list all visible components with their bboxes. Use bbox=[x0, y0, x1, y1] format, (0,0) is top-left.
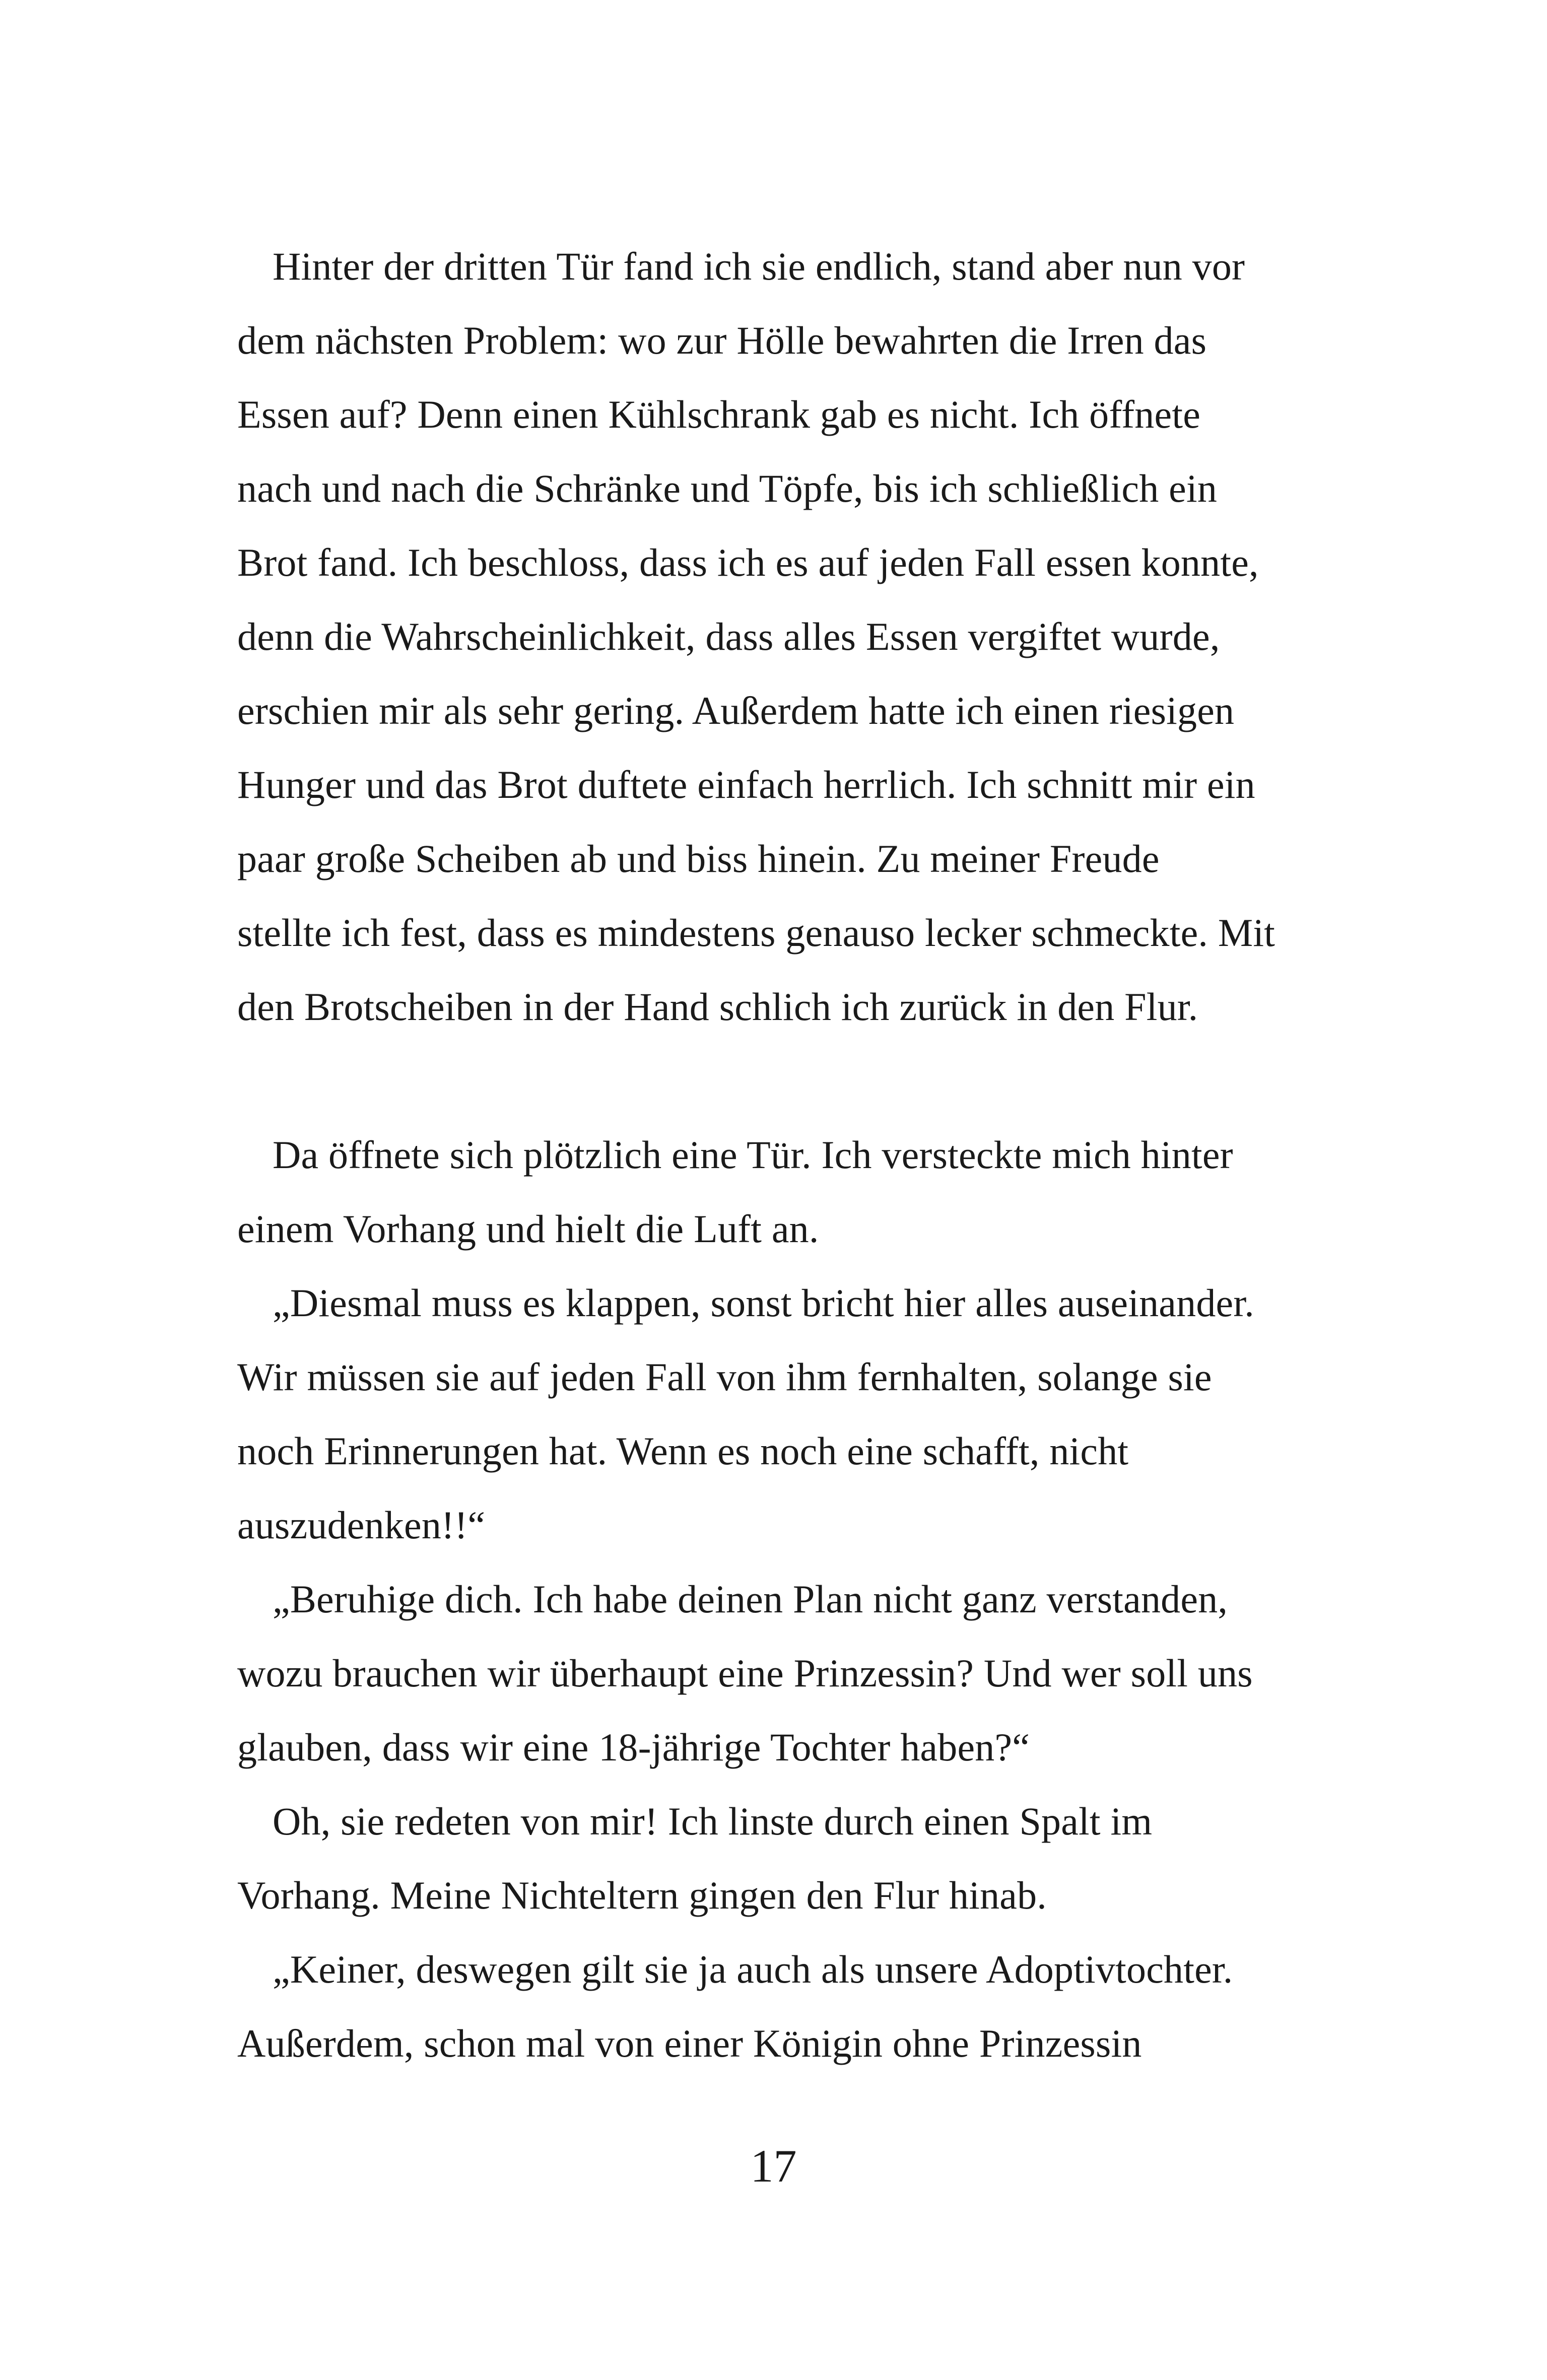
text-line: stellte ich fest, dass es mindestens genauso lecker schmeckte. Mit bbox=[237, 911, 1275, 955]
text-line: auszudenken!!“ bbox=[237, 1503, 486, 1547]
text-line: Brot fand. Ich beschloss, dass ich es auf jeden Fall essen konnte, bbox=[237, 540, 1259, 584]
text-line: Wir müssen sie auf jeden Fall von ihm fernhalten, solange sie bbox=[237, 1355, 1212, 1399]
text-line: denn die Wahrscheinlichkeit, dass alles Essen vergiftet wurde, bbox=[237, 615, 1220, 658]
text-line: Außerdem, schon mal von einer Königin ohne Prinzessin bbox=[237, 2021, 1142, 2065]
text-line: dem nächsten Problem: wo zur Hölle bewahrten die Irren das bbox=[237, 318, 1207, 362]
text-line: nach und nach die Schränke und Töpfe, bis ich schließlich ein bbox=[237, 466, 1218, 510]
text-line: noch Erinnerungen hat. Wenn es noch eine schafft, nicht bbox=[237, 1429, 1129, 1473]
text-line: den Brotscheiben in der Hand schlich ich zurück in den Flur. bbox=[237, 985, 1198, 1029]
text-line: Essen auf? Denn einen Kühlschrank gab es nicht. Ich öffnete bbox=[237, 392, 1201, 436]
text-line: Hinter der dritten Tür fand ich sie endlich, stand aber nun vor bbox=[273, 244, 1245, 288]
text-line: einem Vorhang und hielt die Luft an. bbox=[237, 1207, 819, 1251]
text-line: wozu brauchen wir überhaupt eine Prinzessin? Und wer soll uns bbox=[237, 1651, 1253, 1695]
section-break bbox=[237, 1044, 1340, 1118]
text-line: glauben, dass wir eine 18-jährige Tochter haben?“ bbox=[237, 1725, 1030, 1769]
text-line: Hunger und das Brot duftete einfach herrlich. Ich schnitt mir ein bbox=[237, 763, 1255, 806]
text-line: paar große Scheiben ab und biss hinein. Zu meiner Freude bbox=[237, 837, 1160, 880]
page-number: 17 bbox=[750, 2140, 797, 2192]
text-line: „Beruhige dich. Ich habe deinen Plan nicht ganz verstanden, bbox=[273, 1577, 1228, 1621]
text-line: Vorhang. Meine Nichteltern gingen den Flur hinab. bbox=[237, 1873, 1047, 1917]
text-line: „Keiner, deswegen gilt sie ja auch als unsere Adoptivtochter. bbox=[273, 1947, 1233, 1991]
text-line: Oh, sie redeten von mir! Ich linste durch einen Spalt im bbox=[273, 1799, 1153, 1843]
body-text bbox=[237, 229, 1340, 2080]
text-line: erschien mir als sehr gering. Außerdem hatte ich einen riesigen bbox=[237, 689, 1235, 732]
text-line: Da öffnete sich plötzlich eine Tür. Ich versteckte mich hinter bbox=[273, 1133, 1233, 1177]
text-line: „Diesmal muss es klappen, sonst bricht hier alles auseinander. bbox=[273, 1281, 1254, 1325]
